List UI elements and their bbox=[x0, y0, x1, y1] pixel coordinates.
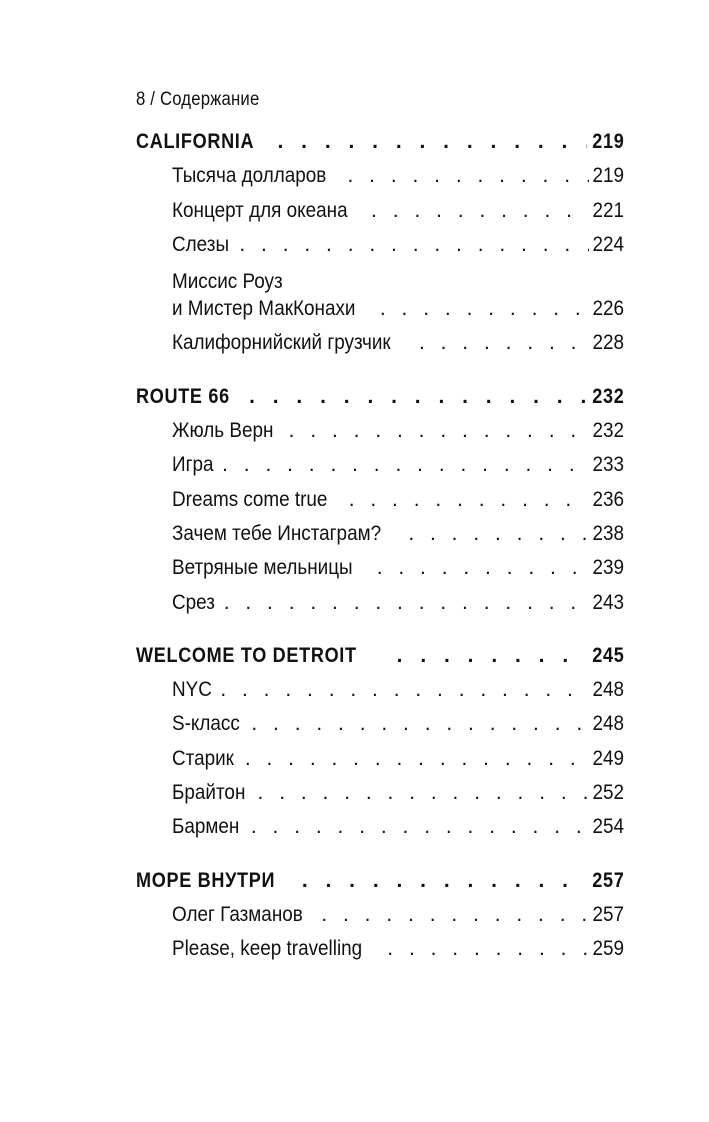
page-number: 219 bbox=[591, 130, 624, 153]
dot-leader bbox=[393, 644, 587, 667]
entry-title: Игра bbox=[172, 453, 214, 477]
dot-leader bbox=[254, 781, 589, 804]
page-number: 226 bbox=[592, 297, 624, 321]
toc-entry bbox=[172, 556, 624, 590]
running-head: 8 / Содержание bbox=[136, 89, 260, 110]
dot-leader bbox=[415, 331, 589, 354]
toc-entry-multiline bbox=[172, 267, 624, 331]
page-number: 236 bbox=[592, 487, 624, 511]
entry-title: Брайтон bbox=[172, 781, 246, 805]
entry-title: Please, keep travelling bbox=[172, 937, 363, 961]
page-number: 254 bbox=[592, 815, 624, 839]
page-number: 238 bbox=[592, 521, 624, 545]
dot-leader bbox=[373, 556, 589, 579]
section-title: CALIFORNIA bbox=[136, 130, 255, 153]
section-heading bbox=[136, 385, 624, 419]
toc-entry bbox=[172, 678, 624, 712]
entry-title: Ветряные мельницы bbox=[172, 556, 353, 580]
page-number: 257 bbox=[591, 868, 624, 892]
page-number: 232 bbox=[591, 384, 624, 408]
toc-entry bbox=[172, 331, 624, 365]
entry-title: Жюль Верн bbox=[172, 419, 274, 443]
dot-leader bbox=[376, 297, 589, 320]
dot-leader bbox=[245, 385, 586, 408]
section-heading bbox=[136, 130, 624, 164]
dot-leader bbox=[274, 130, 587, 153]
toc-entry bbox=[172, 522, 624, 556]
toc-entry bbox=[172, 781, 624, 815]
page-number: 239 bbox=[592, 556, 624, 580]
dot-leader bbox=[298, 869, 587, 892]
toc-entry bbox=[172, 233, 624, 267]
dot-leader bbox=[216, 678, 589, 701]
toc-section-more-vnutri bbox=[136, 869, 624, 972]
entry-title: Калифорнийский грузчик bbox=[172, 331, 391, 355]
dot-leader bbox=[367, 199, 589, 222]
toc-entry bbox=[172, 164, 624, 198]
page-number: 232 bbox=[592, 419, 624, 443]
dot-leader bbox=[345, 488, 589, 511]
page-number: 248 bbox=[592, 712, 624, 736]
section-title: ROUTE 66 bbox=[136, 384, 230, 408]
page-number: 248 bbox=[592, 678, 624, 702]
entry-title: Зачем тебе Инстаграм? bbox=[172, 521, 382, 545]
table-of-contents bbox=[136, 130, 624, 991]
entry-title: NYC bbox=[172, 678, 212, 702]
toc-entry bbox=[172, 199, 624, 233]
toc-entry bbox=[172, 903, 624, 937]
dot-leader bbox=[247, 712, 589, 735]
entry-title: Старик bbox=[172, 746, 234, 770]
page-number: 219 bbox=[592, 164, 624, 188]
dot-leader bbox=[404, 522, 589, 545]
entry-title: Слезы bbox=[172, 232, 230, 256]
dot-leader bbox=[317, 903, 589, 926]
toc-entry bbox=[172, 419, 624, 453]
section-title: МОРЕ ВНУТРИ bbox=[136, 868, 276, 892]
dot-leader bbox=[235, 233, 589, 256]
toc-entry bbox=[172, 488, 624, 522]
toc-section-california bbox=[136, 130, 624, 366]
page-number: 245 bbox=[591, 643, 624, 667]
page-number: 224 bbox=[592, 232, 624, 256]
toc-entry bbox=[172, 297, 624, 331]
entry-title: Олег Газманов bbox=[172, 902, 303, 926]
page-number: 249 bbox=[592, 746, 624, 770]
entry-title: Концерт для океана bbox=[172, 198, 348, 222]
toc-entry bbox=[172, 815, 624, 849]
toc-entry bbox=[172, 712, 624, 746]
dot-leader bbox=[220, 591, 589, 614]
entry-title: S-класс bbox=[172, 712, 240, 736]
toc-entry bbox=[172, 747, 624, 781]
dot-leader bbox=[247, 815, 589, 838]
entry-title: и Мистер МакКонахи bbox=[172, 297, 356, 321]
entry-title: Срез bbox=[172, 590, 215, 614]
page-number: 252 bbox=[592, 781, 624, 805]
section-title: WELCOME TO DETROIT bbox=[136, 643, 357, 667]
section-heading bbox=[136, 869, 624, 903]
toc-section-route-66 bbox=[136, 385, 624, 625]
toc-section-welcome-to-detroit bbox=[136, 644, 624, 850]
page-number: 228 bbox=[592, 331, 624, 355]
toc-entry bbox=[172, 937, 624, 971]
dot-leader bbox=[383, 937, 589, 960]
page-number: 233 bbox=[592, 453, 624, 477]
page-number: 259 bbox=[592, 937, 624, 961]
entry-title: Бармен bbox=[172, 815, 240, 839]
dot-leader bbox=[285, 419, 589, 442]
section-heading bbox=[136, 644, 624, 678]
dot-leader bbox=[344, 164, 589, 187]
entry-title-line1: Миссис Роуз bbox=[172, 270, 283, 294]
entry-title: Тысяча долларов bbox=[172, 164, 327, 188]
dot-leader bbox=[241, 747, 589, 770]
page-number: 243 bbox=[592, 590, 624, 614]
dot-leader bbox=[218, 453, 589, 476]
entry-title: Dreams come true bbox=[172, 487, 328, 511]
page-number: 257 bbox=[592, 902, 624, 926]
toc-entry bbox=[172, 591, 624, 625]
page-number: 221 bbox=[592, 198, 624, 222]
toc-entry bbox=[172, 453, 624, 487]
